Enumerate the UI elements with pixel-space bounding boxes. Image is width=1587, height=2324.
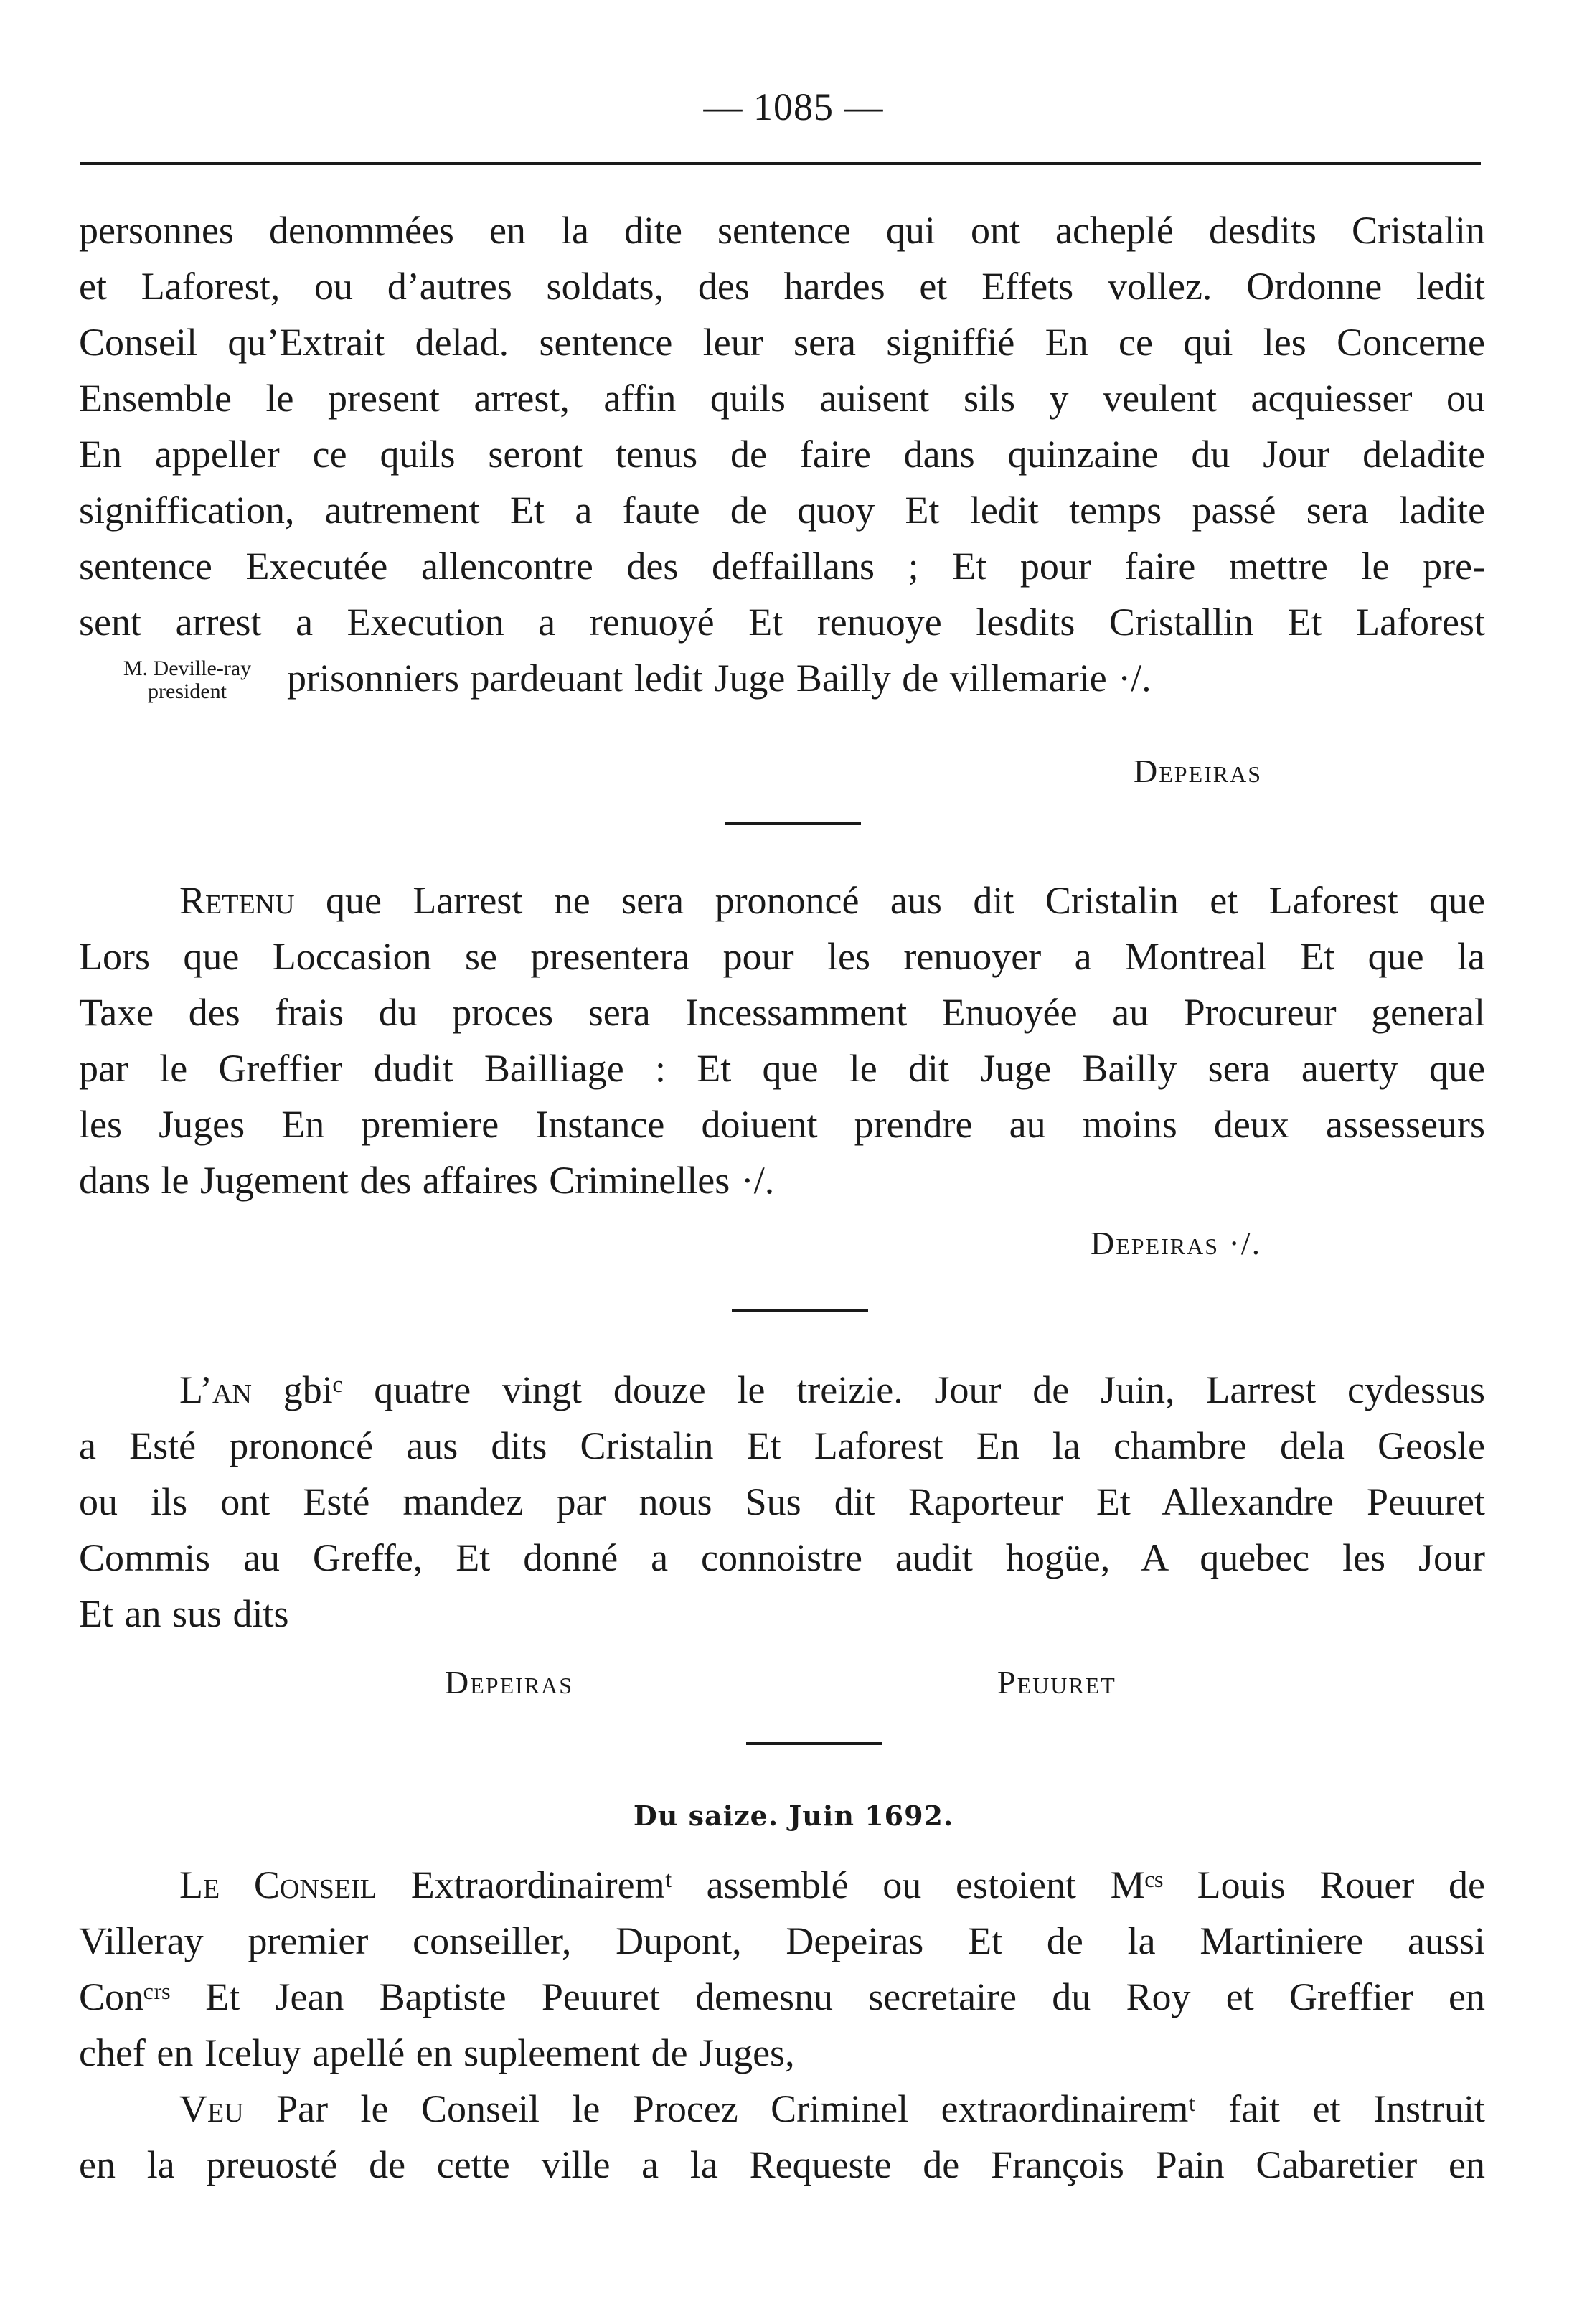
text-line: chef en Iceluy apellé en supleement de Juges,	[79, 2031, 795, 2074]
text-line: personnes denommées en la dite sentence qui ont acheplé desdits Cristalin	[79, 209, 1485, 252]
text-line: et Laforest, ou d’autres soldats, des hardes et Effets vollez. Ordonne ledit	[79, 265, 1485, 308]
text-line: signiffication, autrement Et a faute de quoy Et ledit temps passé sera ladite	[79, 489, 1485, 532]
text-line: Commis au Greffe, Et donné a connoistre audit hogüe, A quebec les Jour	[79, 1536, 1485, 1579]
text-line-rest: Extraordinairemᵗ assemblé ou estoient Mᶜˢ Louis Rouer de	[410, 1863, 1486, 1906]
text-line: Villeray premier conseiller, Dupont, Depeiras Et de la Martiniere aussi	[79, 1919, 1485, 1962]
text-line: Conseil qu’Extrait delad. sentence leur sera signiffié En ce qui les Concerne	[79, 321, 1485, 364]
text-line: a Esté prononcé aus dits Cristalin Et Laforest En la chambre dela Geosle	[79, 1424, 1485, 1467]
text-line: Taxe des frais du proces sera Incessamment Enuoyée au Procureur general	[79, 991, 1485, 1034]
section-separator	[746, 1742, 882, 1745]
lead-word: Retenu	[179, 879, 295, 922]
text-line: En appeller ce quils seront tenus de faire dans quinzaine du Jour deladite	[79, 433, 1485, 476]
text-line	[79, 872, 1485, 928]
signature-depeiras: Depeiras	[1134, 753, 1263, 789]
text-line: dans le Jugement des affaires Criminelles ·/.	[79, 1159, 775, 1202]
text-line: sent arrest a Execution a renuoyé Et renuoye lesdits Cristallin Et Laforest	[79, 601, 1485, 644]
text-line-rest: gbiᶜ quatre vingt douze le treizie. Jour de Juin, Larrest cydessus	[283, 1368, 1485, 1411]
signature-depeiras: Depeiras ·/.	[1091, 1225, 1262, 1261]
text-line-rest: Par le Conseil le Procez Criminel extraordinairemᵗ fait et Instruit	[276, 2087, 1485, 2130]
paragraph-arrest-continuation	[79, 202, 1485, 706]
signature-depeiras: Depeiras	[445, 1664, 574, 1700]
text-line: par le Greffier dudit Bailliage : Et que le dit Juge Bailly sera auerty que	[79, 1047, 1485, 1090]
text-line: sentence Executée allencontre des deffaillans ; Et pour faire mettre le pre-	[79, 545, 1485, 588]
text-line: Lors que Loccasion se presentera pour les renuoyer a Montreal Et que la	[79, 935, 1485, 978]
paragraph-veu	[79, 2081, 1485, 2193]
page-number: — 1085 —	[703, 85, 884, 128]
margin-note-president: M. Deville-ray president	[123, 657, 252, 703]
header-rule	[80, 162, 1481, 165]
section-separator	[725, 822, 861, 825]
text-line: prisonniers pardeuant ledit Juge Bailly de villemarie ·/.	[287, 657, 1152, 700]
lead-word: L’an	[179, 1368, 252, 1411]
text-line: Conᶜʳˢ Et Jean Baptiste Peuuret demesnu secretaire du Roy et Greffier en	[79, 1975, 1485, 2018]
lead-word: Le Conseil	[179, 1863, 377, 1906]
lead-word: Veu	[179, 2087, 244, 2130]
paragraph-lan	[79, 1362, 1485, 1642]
text-line	[79, 1857, 1485, 1913]
text-line	[79, 2081, 1485, 2137]
text-line: ou ils ont Esté mandez par nous Sus dit Raporteur Et Allexandre Peuuret	[79, 1480, 1485, 1523]
date-heading: Du saize. Juin 1692.	[633, 1800, 954, 1832]
text-line	[79, 1362, 1485, 1418]
text-line: Et an sus dits	[79, 1592, 289, 1635]
signature-peuuret: Peuuret	[997, 1664, 1116, 1700]
paragraph-le-conseil	[79, 1857, 1485, 2081]
text-line: en la preuosté de cette ville a la Requeste de François Pain Cabaretier en	[79, 2143, 1485, 2186]
paragraph-retenu	[79, 872, 1485, 1208]
text-line-rest: que Larrest ne sera prononcé aus dit Cristalin et Laforest que	[326, 879, 1486, 922]
section-separator	[732, 1309, 868, 1312]
text-line: les Juges En premiere Instance doiuent prendre au moins deux assesseurs	[79, 1103, 1485, 1146]
text-line: Ensemble le present arrest, affin quils auisent sils y veulent acquiesser ou	[79, 377, 1485, 420]
